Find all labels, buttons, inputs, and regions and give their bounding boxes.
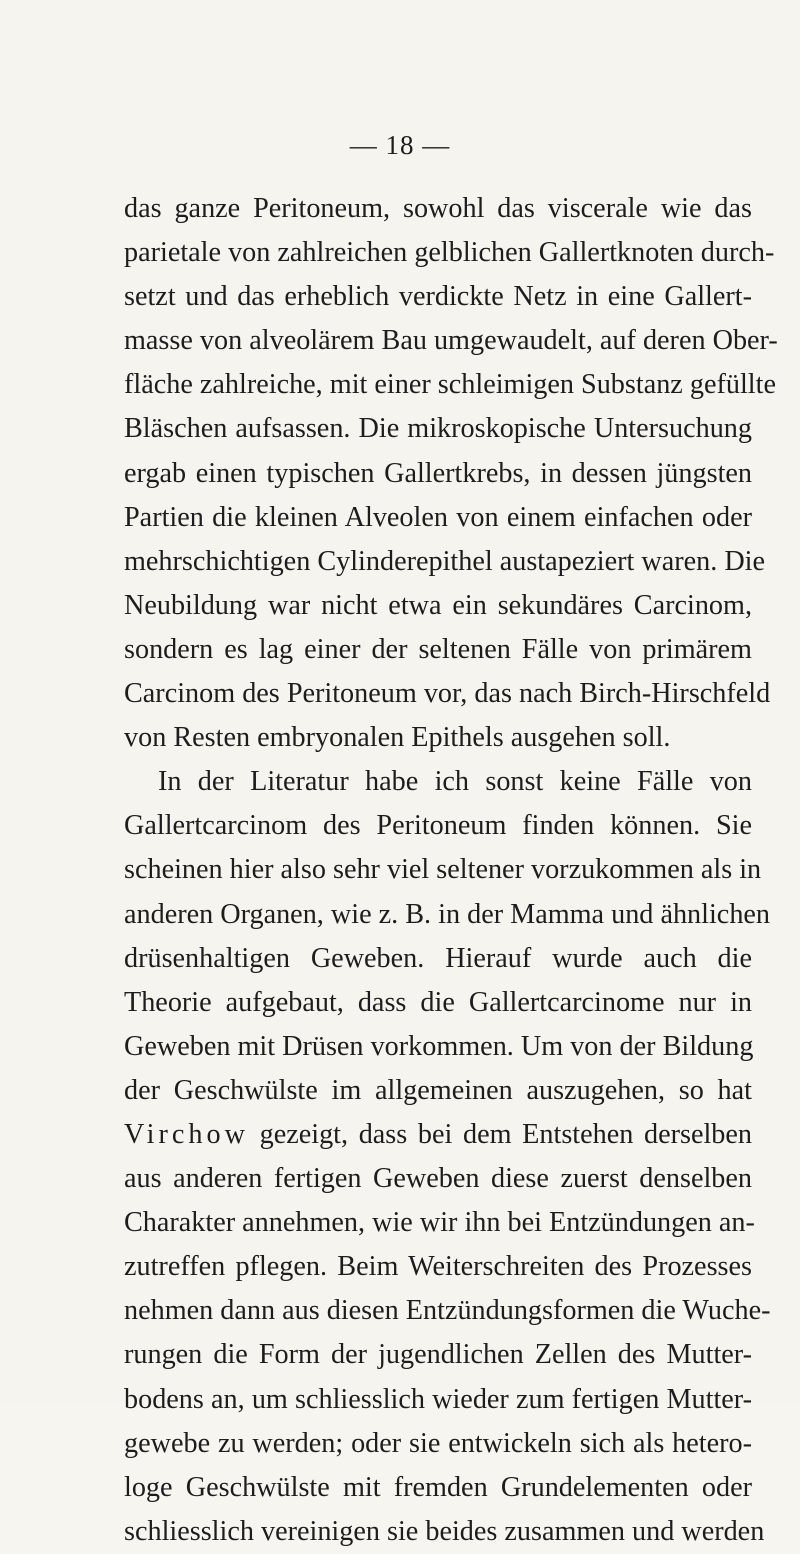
text-line: mehrschichtigen Cylinderepithel austapeziert waren. Die bbox=[124, 545, 766, 577]
text-line: gewebe zu werden; oder sie entwickeln sich als hetero- bbox=[124, 1427, 752, 1459]
text-line: Carcinom des Peritoneum vor, das nach Birch-Hirschfeld bbox=[124, 678, 771, 710]
text-line: scheinen hier also sehr viel seltener vorzukommen als in bbox=[124, 854, 762, 886]
text-line: Partien die kleinen Alveolen von einem einfachen oder bbox=[124, 501, 752, 533]
text-line: nehmen dann aus diesen Entzündungsformen die Wuche- bbox=[124, 1295, 771, 1327]
text-line: aus anderen fertigen Geweben diese zuerst denselben bbox=[124, 1163, 752, 1195]
text-line: masse von alveolärem Bau umgewaudelt, auf deren Ober- bbox=[124, 325, 778, 357]
text-line: fläche zahlreiche, mit einer schleimigen Substanz gefüllte bbox=[124, 369, 776, 401]
text-line: Theorie aufgebaut, dass die Gallertcarcinome nur in bbox=[124, 986, 752, 1018]
text-line: drüsenhaltigen Geweben. Hierauf wurde auch die bbox=[124, 942, 752, 974]
text-line-virchow bbox=[124, 1113, 752, 1157]
author-name-spaced: Virchow bbox=[124, 1118, 249, 1150]
text-line: loge Geschwülste mit fremden Grundelementen oder bbox=[124, 1471, 752, 1503]
text-line: schliesslich vereinigen sie beides zusammen und werden bbox=[124, 1515, 765, 1547]
text-line: Geweben mit Drüsen vorkommen. Um von der Bildung bbox=[124, 1030, 754, 1062]
text-line: der Geschwülste im allgemeinen auszugehen, so hat bbox=[124, 1074, 752, 1106]
text-line: parietale von zahlreichen gelblichen Gallertknoten durch- bbox=[124, 237, 775, 269]
text-line: In der Literatur habe ich sonst keine Fälle von bbox=[158, 766, 752, 798]
page-number: — 18 — bbox=[349, 130, 451, 160]
text-line: bodens an, um schliesslich wieder zum fertigen Mutter- bbox=[124, 1383, 752, 1415]
text-line: zutreffen pflegen. Beim Weiterschreiten des Prozesses bbox=[124, 1251, 752, 1283]
text-line: das ganze Peritoneum, sowohl das viscerale wie das bbox=[124, 193, 752, 224]
text-line: ergab einen typischen Gallertkrebs, in dessen jüngsten bbox=[124, 457, 752, 489]
text-line: von Resten embryonalen Epithels ausgehen soll. bbox=[124, 722, 671, 754]
text-line: Gallertcarcinom des Peritoneum finden können. Sie bbox=[124, 810, 752, 842]
text-line: rungen die Form der jugendlichen Zellen des Mutter- bbox=[124, 1339, 752, 1371]
text-line: Charakter annehmen, wie wir ihn bei Entzündungen an- bbox=[124, 1207, 755, 1239]
text-line: anderen Organen, wie z. B. in der Mamma und ähnlichen bbox=[124, 898, 771, 930]
body-text bbox=[124, 187, 778, 1554]
text-line: Bläschen aufsassen. Die mikroskopische Untersuchung bbox=[124, 413, 752, 445]
text-line-rest: gezeigt, dass bei dem Entstehen derselben bbox=[259, 1118, 752, 1150]
text-line: sondern es lag einer der seltenen Fälle von primärem bbox=[124, 633, 752, 665]
text-line: Neubildung war nicht etwa ein sekundäres Carcinom, bbox=[124, 589, 752, 621]
text-line: setzt und das erheblich verdickte Netz in eine Gallert- bbox=[124, 281, 752, 313]
